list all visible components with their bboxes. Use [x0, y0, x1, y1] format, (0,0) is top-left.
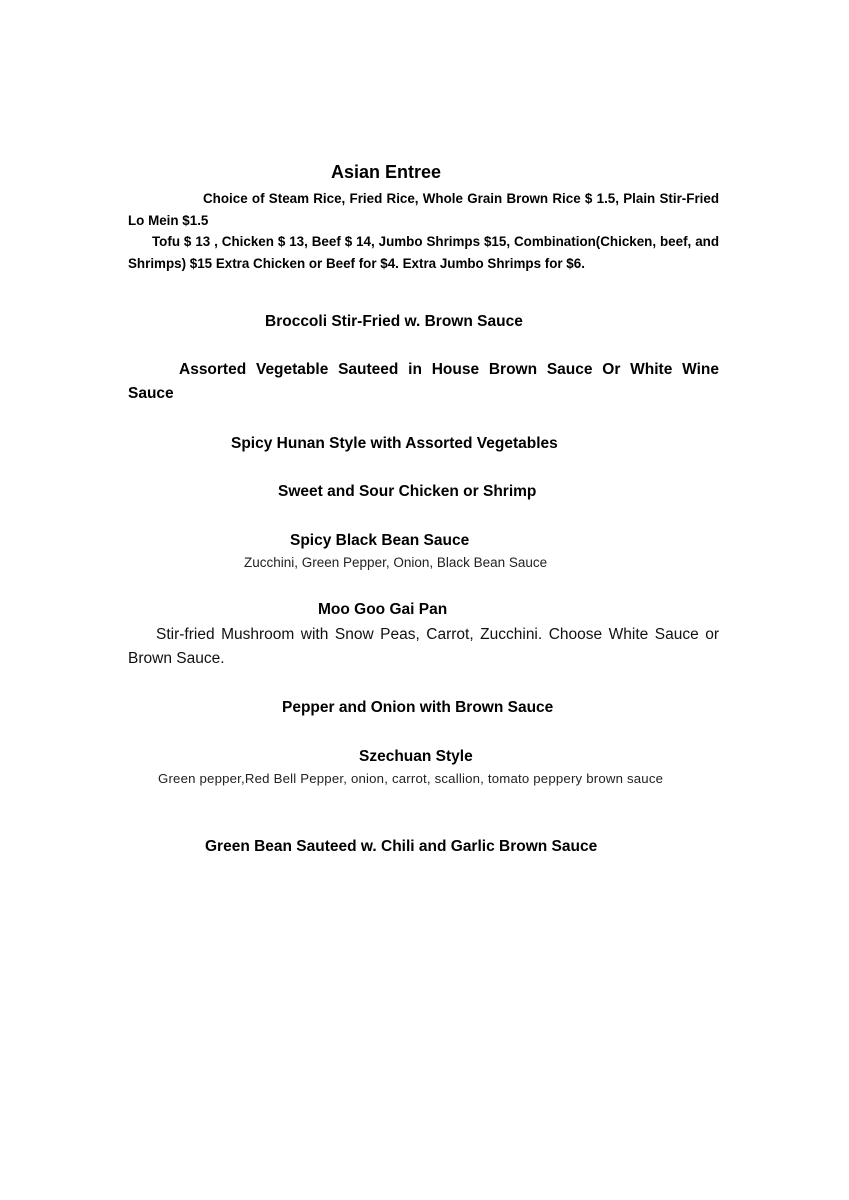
item-black-bean-description: Zucchini, Green Pepper, Onion, Black Bean Sauce	[244, 555, 548, 570]
item-hunan-title: Spicy Hunan Style with Assorted Vegetables	[231, 435, 558, 452]
item-szechuan-description: Green pepper,Red Bell Pepper, onion, carrot, scallion, tomato peppery brown sauce	[158, 771, 664, 786]
intro-prices: Tofu $ 13 , Chicken $ 13, Beef $ 14, Jumbo Shrimps $15, Combination(Chicken, beef, and Shrimps) $15 Extra Chicken or Beef for $4. Extra Jumbo Shrimps for $6.	[128, 234, 719, 271]
menu-intro	[128, 188, 719, 274]
item-black-bean-title: Spicy Black Bean Sauce	[290, 532, 470, 549]
intro-sides: Choice of Steam Rice, Fried Rice, Whole Grain Brown Rice $ 1.5, Plain Stir-Fried Lo Mein $1.5	[128, 191, 719, 228]
item-moo-goo-gai-pan-description: Stir-fried Mushroom with Snow Peas, Carrot, Zucchini. Choose White Sauce or Brown Sauce.	[128, 626, 719, 667]
item-moo-goo-gai-pan-title: Moo Goo Gai Pan	[318, 601, 448, 618]
item-assorted-vegetable-title: Assorted Vegetable Sauteed in House Brown Sauce Or White Wine Sauce	[128, 361, 719, 402]
item-pepper-onion-title: Pepper and Onion with Brown Sauce	[282, 699, 554, 716]
item-sweet-sour-title: Sweet and Sour Chicken or Shrimp	[278, 483, 537, 500]
item-green-bean-title: Green Bean Sauteed w. Chili and Garlic Brown Sauce	[205, 838, 598, 855]
item-broccoli-title: Broccoli Stir-Fried w. Brown Sauce	[265, 313, 523, 330]
item-szechuan-title: Szechuan Style	[359, 748, 473, 765]
menu-heading: Asian Entree	[330, 162, 442, 182]
